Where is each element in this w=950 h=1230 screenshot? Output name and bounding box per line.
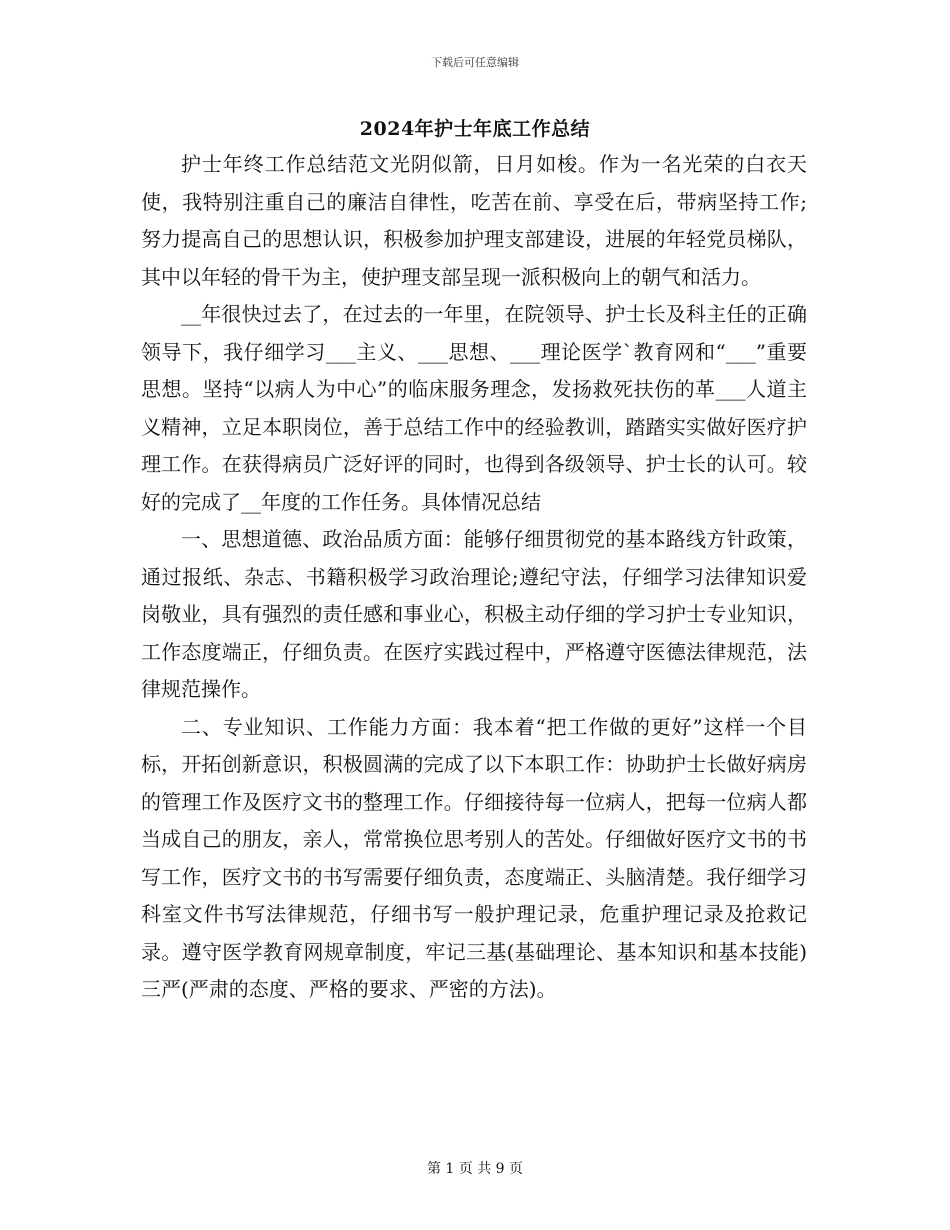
page-number: 第 1 页 共 9 页 <box>426 1161 524 1177</box>
paragraph-3: 一、思想道德、政治品质方面：能够仔细贯彻党的基本路线方针政策，通过报纸、杂志、书籍积极学习政治理论;遵纪守法，仔细学习法律知识爱岗敬业，具有强烈的责任感和事业心，积极主动仔细的学习护士专业知识，工作态度端正，仔细负责。在医疗实践过程中，严格遵守医德法律规范，法律规范操作。 <box>141 527 807 701</box>
paragraph-1: 护士年终工作总结范文光阴似箭，日月如梭。作为一名光荣的白衣天使，我特别注重自己的廉洁自律性，吃苦在前、享受在后，带病坚持工作;努力提高自己的思想认识，积极参加护理支部建设，进展的年轻党员梯队，其中以年轻的骨干为主，使护理支部呈现一派积极向上的朝气和活力。 <box>141 152 807 289</box>
paragraph-2: __年很快过去了，在过去的一年里，在院领导、护士长及科主任的正确领导下，我仔细学习___主义、___思想、___理论医学`教育网和“___”重要思想。坚持“以病人为中心”的临床服务理念，发扬救死扶伤的革___人道主义精神，立足本职岗位，善于总结工作中的经验教训，踏踏实实做好医疗护理工作。在获得病员广泛好评的同时，也得到各级领导、护士长的认可。较好的完成了__年度的工作任务。具体情况总结 <box>141 302 807 514</box>
header-note: 下载后可任意编辑 <box>431 56 519 69</box>
document-title: 2024年护士年底工作总结 <box>359 118 591 140</box>
paragraph-4: 二、专业知识、工作能力方面：我本着“把工作做的更好”这样一个目标，开拓创新意识，积极圆满的完成了以下本职工作：协助护士长做好病房的管理工作及医疗文书的整理工作。仔细接待每一位病人，把每一位病人都当成自己的朋友，亲人，常常换位思考别人的苦处。仔细做好医疗文书的书写工作，医疗文书的书写需要仔细负责，态度端正、头脑清楚。我仔细学习科室文件书写法律规范，仔细书写一般护理记录，危重护理记录及抢救记录。遵守医学教育网规章制度，牢记三基(基础理论、基本知识和基本技能)三严(严肃的态度、严格的要求、严密的方法)。 <box>141 714 807 1001</box>
document-body <box>141 146 807 1009</box>
